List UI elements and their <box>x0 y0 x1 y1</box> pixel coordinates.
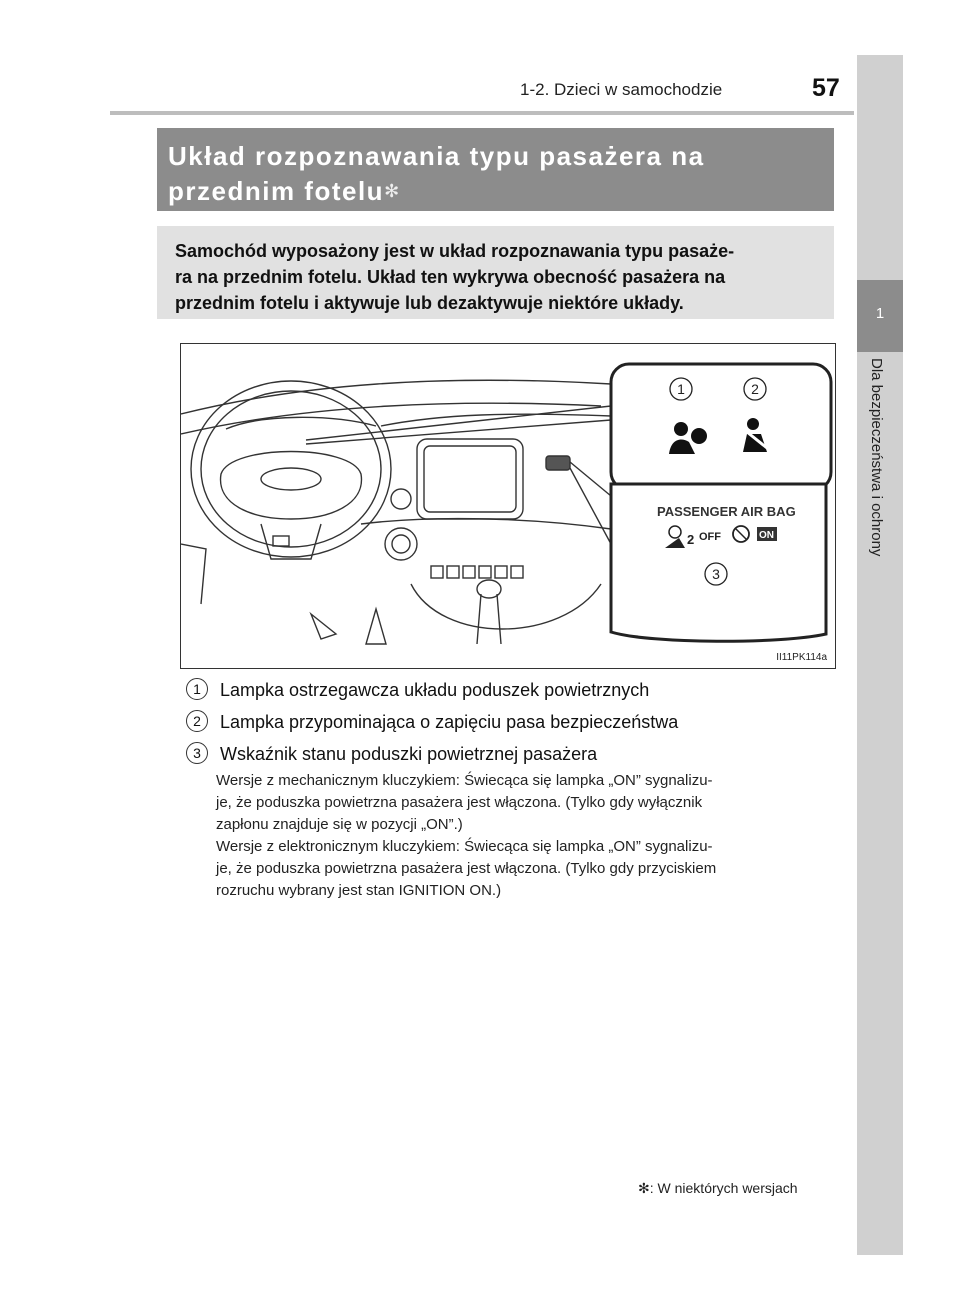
indicator-off-label: OFF <box>699 531 721 543</box>
cluster-hood <box>226 417 376 429</box>
page-heading <box>168 139 818 209</box>
callout-1 <box>670 378 692 400</box>
column-badge <box>273 536 289 546</box>
note-mechanical-key <box>216 770 832 902</box>
callout-2 <box>744 378 766 400</box>
side-tab-label: Dla bezpieczeństwa i ochrony <box>868 358 885 557</box>
legend-item-3 <box>186 742 597 765</box>
note-line: rozruchu wybrany jest stan IGNITION ON.) <box>216 882 502 899</box>
figure-code: II11PK114a <box>776 652 827 663</box>
console-line <box>411 584 601 629</box>
gear-lever <box>477 594 501 644</box>
dash-line-4 <box>361 519 611 529</box>
climate-knob-inner <box>392 535 410 553</box>
center-display <box>424 446 516 512</box>
legend-number: 1 <box>186 678 208 700</box>
footnote-marker: ✻ <box>638 1180 650 1196</box>
gear-knob <box>477 580 501 598</box>
intro-text <box>175 238 823 316</box>
dash-line-3 <box>381 414 611 426</box>
footnote-text: : W niektórych wersjach <box>649 1180 798 1196</box>
dash-top-line <box>181 380 611 414</box>
footnote <box>638 1180 798 1197</box>
steering-emblem <box>261 468 321 490</box>
callout-1-label: 1 <box>677 381 685 397</box>
pedal <box>366 609 386 644</box>
callout-2-label: 2 <box>751 381 759 397</box>
steering-column <box>261 524 321 559</box>
indicator-on-label: ON <box>759 530 774 541</box>
heading-line-1: Układ rozpoznawania typu pasażera na <box>168 141 705 171</box>
intro-line: Samochód wyposażony jest w układ rozpoznawania typu pasaże- <box>175 241 735 261</box>
heading-line-2 <box>168 174 818 209</box>
note-line: je, że poduszka powietrzna pasażera jest włączona. (Tylko gdy wyłącznik <box>216 794 703 811</box>
asterisk-marker: ✻ <box>384 181 401 201</box>
legend-text: Wskaźnik stanu poduszki powietrznej pasażera <box>220 744 598 764</box>
note-line: Wersje z mechanicznym kluczykiem: Świecąca się lampka „ON” sygnalizu- <box>216 772 713 789</box>
dash-line-2 <box>181 403 601 434</box>
steering-hub <box>221 452 362 520</box>
side-tab <box>857 55 903 1255</box>
section-title: 1-2. Dzieci w samochodzie <box>520 80 723 99</box>
center-display-bezel <box>417 439 523 519</box>
callout-3-label: 3 <box>712 566 720 582</box>
legend-number: 2 <box>186 710 208 732</box>
dashboard-illustration <box>180 343 836 669</box>
seat-number: 2 <box>687 532 695 547</box>
header-rule <box>110 111 854 115</box>
intro-line: przednim fotelu i aktywuje lub dezaktywuje niektóre układy. <box>175 293 684 313</box>
dashboard-drawing <box>181 344 835 668</box>
legend-text: Lampka ostrzegawcza układu poduszek powietrznych <box>220 680 650 700</box>
climate-knob <box>385 528 417 560</box>
left-panel <box>181 544 206 604</box>
note-line: zapłonu znajduje się w pozycji „ON”.) <box>216 816 463 833</box>
warning-lights-callout <box>611 364 831 490</box>
heading-line-2-text: przednim fotelu <box>168 176 385 206</box>
button-row <box>431 566 523 578</box>
panel-label: PASSENGER AIR BAG <box>657 504 796 519</box>
note-line: je, że poduszka powietrzna pasażera jest włączona. (Tylko gdy przyciskiem <box>216 860 717 877</box>
pedal-2 <box>311 614 336 639</box>
callout-3 <box>705 563 727 585</box>
page-number: 57 <box>812 74 840 102</box>
intro-line: ra na przednim fotelu. Układ ten wykrywa obecność pasażera na <box>175 267 726 287</box>
passenger-airbag-indicator-location <box>546 456 570 470</box>
legend-number: 3 <box>186 742 208 764</box>
note-line: Wersje z elektronicznym kluczykiem: Świecąca się lampka „ON” sygnalizu- <box>216 838 713 855</box>
legend-item-1 <box>186 678 649 701</box>
side-tab-number: 1 <box>875 305 885 322</box>
start-button <box>391 489 411 509</box>
legend-text: Lampka przypominająca o zapięciu pasa bezpieczeństwa <box>220 712 679 732</box>
legend-item-2 <box>186 710 678 733</box>
